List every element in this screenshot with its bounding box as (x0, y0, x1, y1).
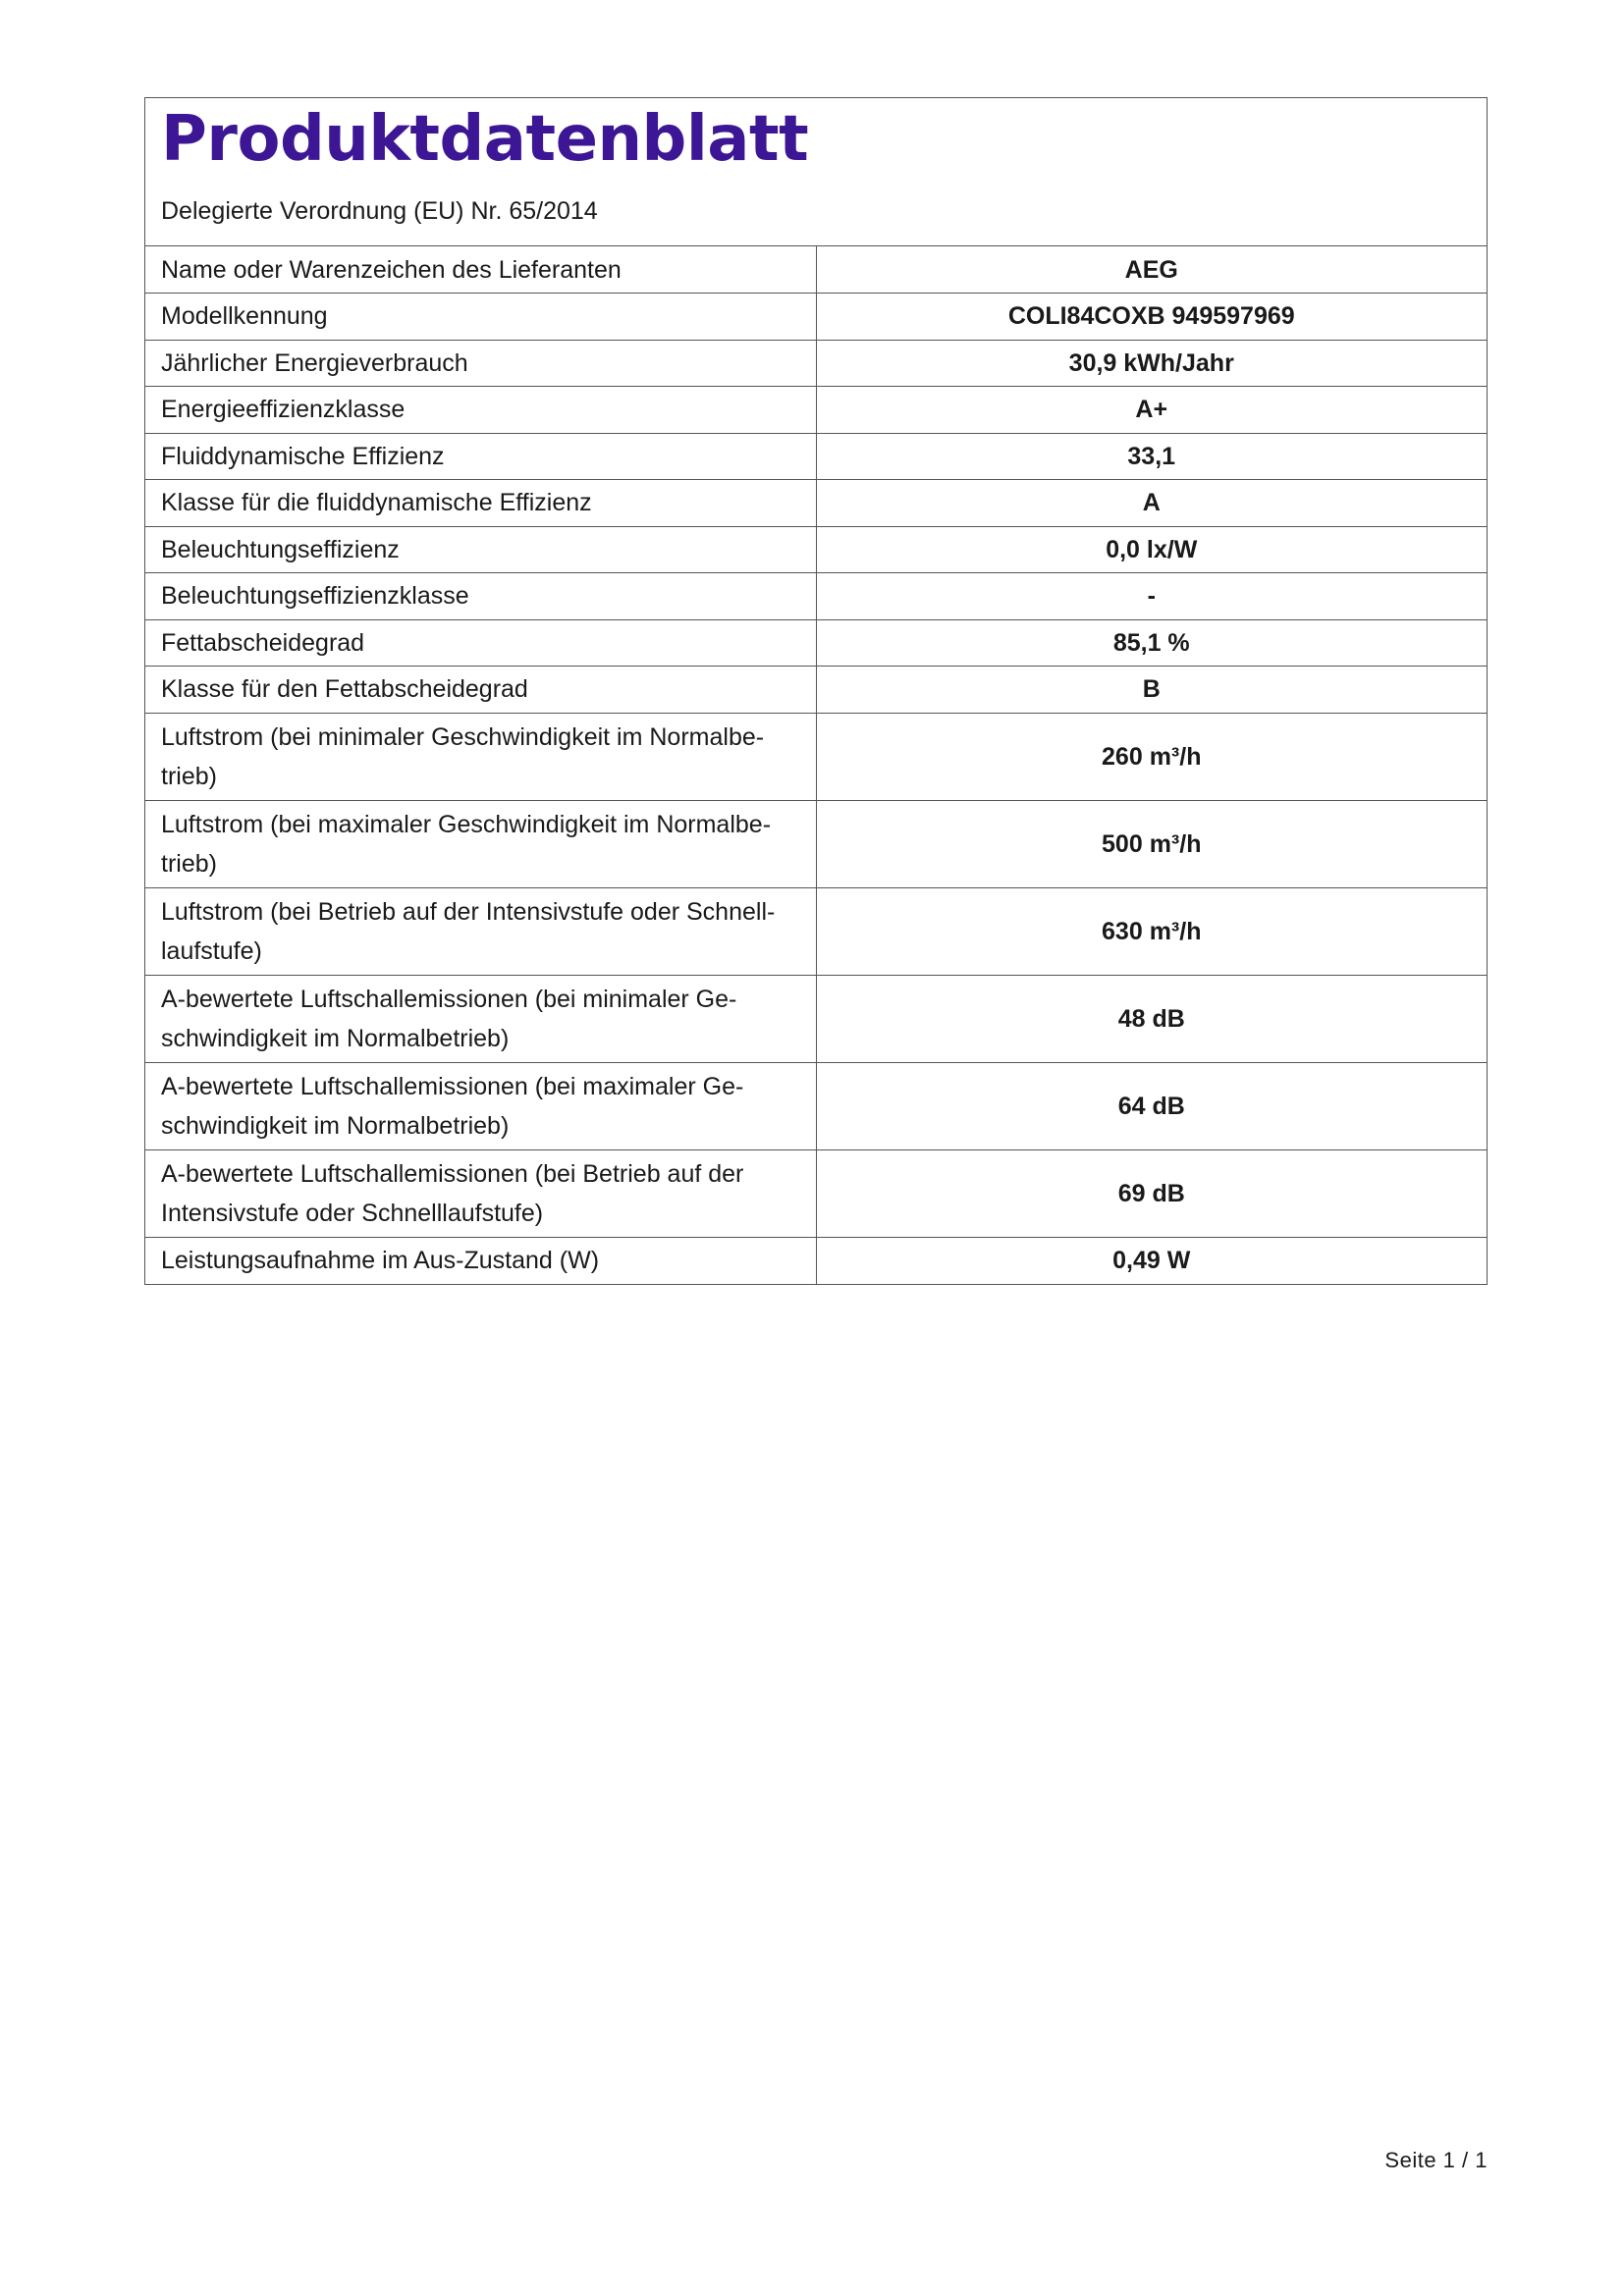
row-label-line: Luftstrom (bei maximaler Geschwindigkeit im Normalbe- (161, 810, 772, 838)
table-row (145, 800, 1487, 887)
row-label: Jährlicher Energieverbrauch (145, 340, 816, 387)
row-label (145, 713, 816, 800)
row-label: Name oder Warenzeichen des Lieferanten (145, 246, 816, 294)
row-value: A+ (816, 387, 1487, 434)
product-data-table (145, 246, 1487, 1284)
row-label-line: A-bewertete Luftschallemissionen (bei Betrieb auf der (161, 1159, 744, 1188)
table-row (145, 480, 1487, 527)
table-row (145, 887, 1487, 975)
row-value: 85,1 % (816, 619, 1487, 667)
table-row (145, 1237, 1487, 1284)
row-value: 64 dB (816, 1062, 1487, 1149)
row-value: - (816, 573, 1487, 620)
row-label (145, 1149, 816, 1237)
table-row (145, 975, 1487, 1062)
table-row (145, 526, 1487, 573)
row-value: B (816, 667, 1487, 714)
row-value: 0,49 W (816, 1237, 1487, 1284)
table-row (145, 433, 1487, 480)
table-row (145, 619, 1487, 667)
row-label (145, 975, 816, 1062)
row-value: COLI84COXB 949597969 (816, 294, 1487, 341)
row-label: Fluiddynamische Effizienz (145, 433, 816, 480)
row-value: 69 dB (816, 1149, 1487, 1237)
row-value: 48 dB (816, 975, 1487, 1062)
table-row (145, 713, 1487, 800)
row-label-line: schwindigkeit im Normalbetrieb) (161, 1111, 510, 1140)
row-label: Leistungsaufnahme im Aus-Zustand (W) (145, 1237, 816, 1284)
row-label-line: A-bewertete Luftschallemissionen (bei maximaler Ge- (161, 1072, 744, 1100)
row-label-line: A-bewertete Luftschallemissionen (bei minimaler Ge- (161, 985, 737, 1013)
page-title: Produktdatenblatt (161, 103, 809, 176)
row-value: AEG (1124, 255, 1178, 284)
table-row (145, 1062, 1487, 1149)
row-label: Modellkennung (145, 294, 816, 341)
row-value: 630 m³/h (816, 887, 1487, 975)
row-label: Beleuchtungseffizienzklasse (145, 573, 816, 620)
row-label-line: schwindigkeit im Normalbetrieb) (161, 1024, 510, 1052)
row-value: A (816, 480, 1487, 527)
table-row (145, 667, 1487, 714)
row-label (145, 887, 816, 975)
row-label (145, 800, 816, 887)
row-label-line: trieb) (161, 849, 217, 878)
row-value: 500 m³/h (816, 800, 1487, 887)
row-label: Klasse für die fluiddynamische Effizienz (145, 480, 816, 527)
row-label-line: Intensivstufe oder Schnelllaufstufe) (161, 1199, 544, 1227)
row-label-line: Luftstrom (bei Betrieb auf der Intensivstufe oder Schnell- (161, 897, 776, 926)
row-label: Beleuchtungseffizienz (145, 526, 816, 573)
table-row (145, 573, 1487, 620)
row-value: 30,9 kWh/Jahr (816, 340, 1487, 387)
table-row (145, 246, 1487, 294)
page-number: Seite 1 / 1 (1384, 2148, 1488, 2172)
table-row (145, 294, 1487, 341)
regulation-subtitle: Delegierte Verordnung (EU) Nr. 65/2014 (161, 197, 598, 225)
row-label (145, 1062, 816, 1149)
product-data-sheet (144, 97, 1488, 1285)
row-label-line: trieb) (161, 762, 217, 790)
row-label-line: Luftstrom (bei minimaler Geschwindigkeit im Normalbe- (161, 722, 765, 751)
table-row (145, 387, 1487, 434)
sheet-header (145, 98, 1487, 246)
table-row (145, 1149, 1487, 1237)
row-label: Klasse für den Fettabscheidegrad (145, 667, 816, 714)
row-value: 260 m³/h (816, 713, 1487, 800)
row-value: 33,1 (816, 433, 1487, 480)
row-value: 0,0 lx/W (816, 526, 1487, 573)
row-label: Energieeffizienzklasse (145, 387, 816, 434)
row-label: Fettabscheidegrad (145, 619, 816, 667)
row-label-line: laufstufe) (161, 936, 262, 965)
table-row (145, 340, 1487, 387)
